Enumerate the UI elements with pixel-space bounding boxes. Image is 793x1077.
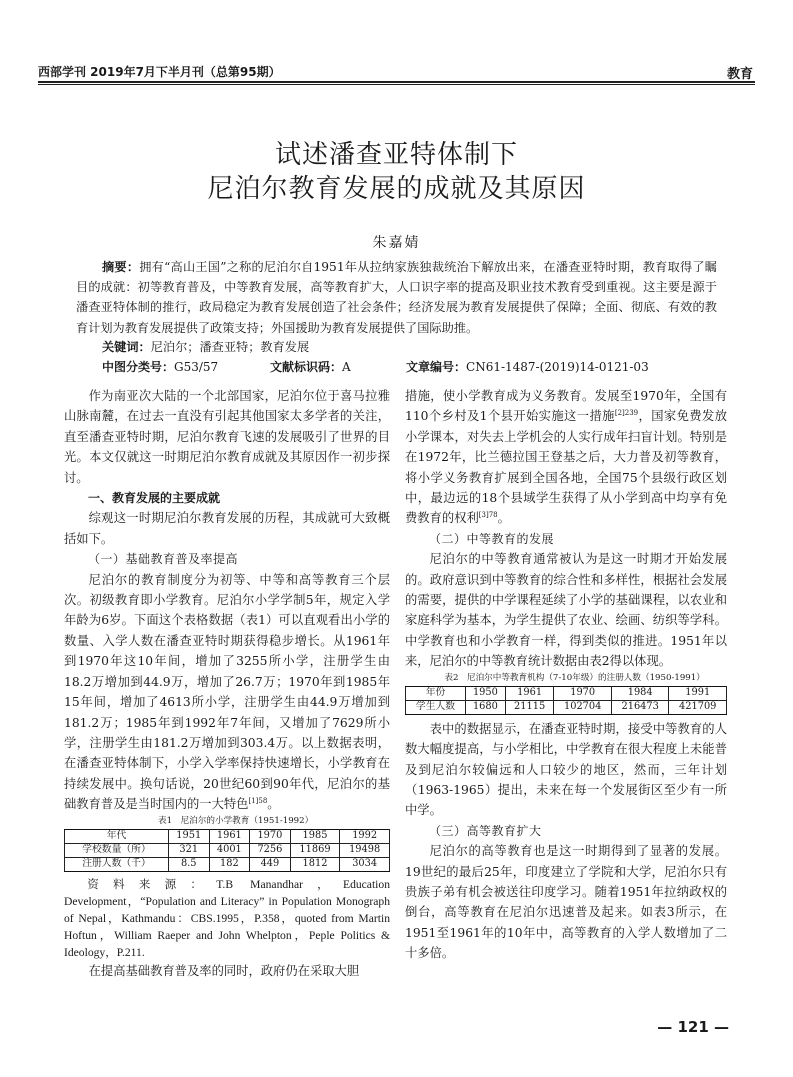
doc-code-value: A — [342, 360, 351, 374]
table-cell: 年代 — [65, 829, 169, 843]
table-cell: 1812 — [290, 857, 340, 871]
table-cell: 1992 — [340, 829, 390, 843]
clc-value: G53/57 — [174, 360, 219, 374]
table-caption: 表1 尼泊尔的小学教育（1951-1992） — [157, 815, 314, 826]
paragraph: 尼泊尔的高等教育也是这一时期得到了显著的发展。19世纪的最后25年，印度建立了学院和大学，尼泊尔只有贵族子弟有机会被送往印度学习。随着1951年拉纳政权的倒台，高等教育在尼泊尔迅速普及起来。如表3所示，在1951至1961年的10年中，高等教育的入学人数增加了二十多倍。 — [405, 844, 727, 961]
paragraph: 作为南亚次大陆的一个北部国家，尼泊尔位于喜马拉雅山脉南麓，在过去一直没有引起其他国家太多学者的关注，直至潘查亚特时期，尼泊尔教育飞速的发展吸引了世界的目光。本文仅就这一时期尼泊尔教育成就及其原因作一初步探讨。 — [64, 389, 390, 485]
paragraph-end: 。 — [267, 797, 280, 812]
table-caption: 表2 尼泊尔中等教育机构（7-10年级）的注册人数（1950-1991） — [444, 672, 705, 683]
table-cell: 216473 — [611, 700, 669, 714]
page-number: — 121 — — [657, 1018, 729, 1036]
section-heading: 一、教育发展的主要成就 — [88, 491, 221, 506]
journal-name: 西部学刊 2019年7月下半月刊（总第95期） — [38, 65, 281, 79]
table-header-row — [65, 829, 390, 843]
article-title — [0, 138, 793, 206]
subsection-heading: （三）高等教育扩大 — [429, 823, 542, 838]
table-cell: 1991 — [669, 686, 727, 700]
table-cell: 449 — [250, 857, 291, 871]
abstract-label: 摘要： — [102, 260, 140, 274]
table-cell: 注册人数（千） — [65, 857, 169, 871]
table-cell: 1950 — [466, 686, 506, 700]
clc-label: 中图分类号： — [102, 360, 175, 374]
running-header — [38, 60, 755, 82]
right-column — [405, 386, 727, 964]
header-rule-thin — [38, 84, 755, 85]
abstract — [76, 257, 717, 338]
table-primary-education — [64, 829, 390, 872]
table-secondary-enrollment — [405, 686, 727, 715]
left-column — [64, 386, 390, 981]
keywords — [102, 337, 309, 357]
keywords-text: 尼泊尔；潘查亚特；教育发展 — [150, 340, 310, 354]
table-cell: 7256 — [250, 843, 291, 857]
table-cell: 1970 — [250, 829, 291, 843]
table-cell: 学校数量（所） — [65, 843, 169, 857]
subsection-heading: （一）基础教育普及率提高 — [88, 552, 239, 567]
author-name: 朱嘉婧 — [372, 235, 421, 251]
paragraph: 综观这一时期尼泊尔教育发展的历程，其成就可大致概括如下。 — [64, 511, 390, 546]
header-rule — [38, 81, 755, 83]
keywords-label: 关键词： — [102, 340, 151, 354]
table-cell: 3034 — [340, 857, 390, 871]
subsection-heading: （二）中等教育的发展 — [429, 531, 555, 546]
citation: [2]239 — [614, 409, 639, 418]
table-cell: 8.5 — [168, 857, 209, 871]
doc-code-label: 文献标识码： — [270, 360, 343, 374]
table-cell: 421709 — [669, 700, 727, 714]
table-row — [406, 700, 727, 714]
table-cell: 1970 — [554, 686, 612, 700]
article-number-value: CN61-1487-(2019)14-0121-03 — [466, 360, 649, 374]
section-label: 教育 — [726, 67, 753, 82]
citation: [1]58 — [248, 797, 268, 806]
paragraph: 尼泊尔的中等教育通常被认为是这一时期才开始发展的。政府意识到中等教育的综合性和多样性，根据社会发展的需要，提供的中学课程延续了小学的基础课程，以农业和家庭科学为基本，为学生提供了农业、绘画、纺织等学科。中学教育也和小学教育一样，得到类似的推进。1951年以来，尼泊尔的中等教育统计数据由表2得以体现。 — [405, 552, 727, 669]
table-header-row — [406, 686, 727, 700]
table-source-note: 资料来源：T.B Manandhar，Education Development，“Population and Literacy” in Population Monograph of Nepal，Kathmandu：CBS.1995，P.358，quoted from Martin Hoftun，William Raeper and John Whelpton，Peple Politics & Ideology，P.211. — [64, 877, 390, 959]
clc-number — [102, 357, 218, 377]
table-cell: 1951 — [168, 829, 209, 843]
table-cell: 年份 — [406, 686, 466, 700]
table-cell: 1961 — [505, 686, 554, 700]
title-line-2: 尼泊尔教育发展的成就及其原因 — [207, 174, 586, 204]
table-cell: 182 — [209, 857, 250, 871]
paragraph — [64, 570, 390, 815]
table-cell: 1985 — [290, 829, 340, 843]
article-number-label: 文章编号： — [406, 360, 467, 374]
article-number — [406, 357, 649, 377]
table-cell: 1961 — [209, 829, 250, 843]
table-row — [65, 857, 390, 871]
document-code — [270, 357, 351, 377]
table-cell: 11869 — [290, 843, 340, 857]
table-cell: 321 — [168, 843, 209, 857]
paragraph-text: 措施，使小学教育成为义务教育。发展至1970年，全国有110个乡村及1个县开始实施这一措施 — [405, 389, 727, 424]
table-row — [65, 843, 390, 857]
abstract-text: 拥有“高山王国”之称的尼泊尔自1951年从拉纳家族独裁统治下解放出来，在潘查亚特时期，教育取得了瞩目的成就：初等教育普及，中等教育发展，高等教育扩大，人口识字率的提高及职业技术教育受到重视。这主要是源于潘查亚特体制的推行，政局稳定为教育发展创造了社会条件；经济发展为教育发展提供了保障；全面、彻底、有效的教育计划为教育发展提供了政策支持；外国援助为教育发展提供了国际助推。 — [76, 260, 717, 335]
title-line-1: 试述潘查亚特体制下 — [274, 140, 518, 170]
paragraph — [405, 386, 727, 529]
table-cell: 4001 — [209, 843, 250, 857]
paragraph: 表中的数据显示，在潘查亚特时期，接受中等教育的人数大幅度提高，与小学相比，中学教育在很大程度上未能普及到尼泊尔较偏远和人口较少的地区，然而，三年计划（1963-1965）提出，未来在每一个发展街区至少有一所中学。 — [405, 721, 727, 818]
table-cell: 1680 — [466, 700, 506, 714]
table-cell: 19498 — [340, 843, 390, 857]
paragraph-text: 尼泊尔的教育制度分为初等、中等和高等教育三个层次。初级教育即小学教育。尼泊尔小学学制5年，规定入学年龄为6岁。下面这个表格数据（表1）可以直观看出小学的数量、入学人数在潘查亚特时期获得稳步增长。从1961年到1970年这10年间，增加了3255所小学，注册学生由18.2万增加到44.9万，增加了26.7万；1970年到1985年15年间，增加了4613所小学，注册学生由44.9万增加到181.2万；1985年到1992年7年间，又增加了7629所小学，注册学生由181.2万增加到303.4万。以上数据表明，在潘查亚特体制下，小学入学率保持快速增长，小学教育在持续发展中。换句话说，20世纪60到90年代，尼泊尔的基础教育普及是当时国内的一大特色 — [64, 572, 390, 812]
table-cell: 学生人数 — [406, 700, 466, 714]
table-cell: 21115 — [505, 700, 554, 714]
table-cell: 1984 — [611, 686, 669, 700]
paragraph-text: ，国家免费发放小学课本，对失去上学机会的人实行成年扫盲计划。特别是在1972年，比兰德拉国王登基之后，大力普及初等教育，将小学义务教育扩展到全国各地，全国75个县级行政区划中，最边远的18个县域学生获得了从小学到高中均享有免费教育的权利 — [405, 409, 727, 526]
paragraph: 在提高基础教育普及率的同时，政府仍在采取大胆 — [88, 963, 360, 978]
citation: [3]78 — [478, 511, 498, 520]
table-cell: 102704 — [554, 700, 612, 714]
paragraph-end: 。 — [497, 511, 510, 526]
